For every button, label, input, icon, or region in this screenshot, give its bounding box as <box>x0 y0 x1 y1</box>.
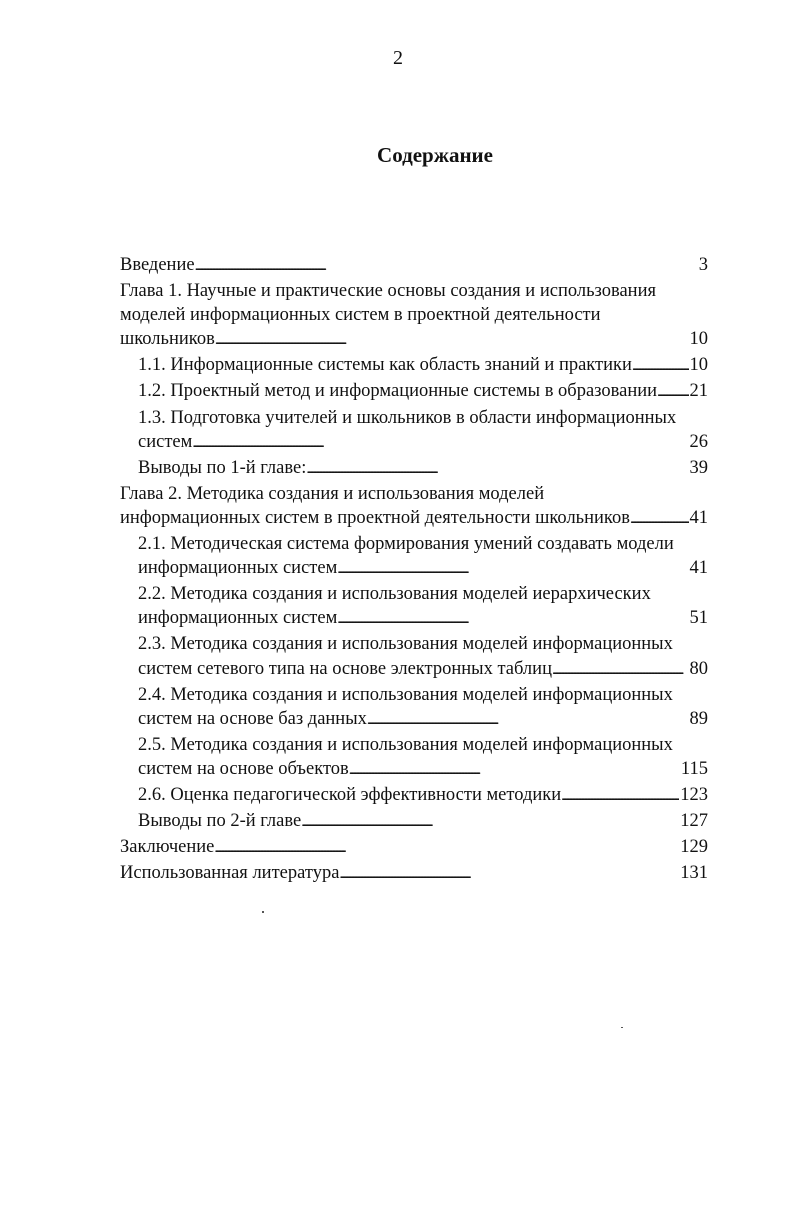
toc-entry-title: Выводы по 1-й главе: <box>138 457 307 478</box>
toc-leader-dots <box>214 835 679 861</box>
toc-entry-section-1-3[interactable] <box>120 406 708 456</box>
toc-leader-dots <box>561 783 679 809</box>
toc-entry-title: 2.4. Методика создания и использования моделей информационных <box>138 684 673 705</box>
toc-entry-conclusions-chapter-2[interactable] <box>120 809 708 835</box>
toc-entry-page: 129 <box>680 837 708 858</box>
scan-speck <box>621 1027 623 1028</box>
toc-leader-dots <box>306 456 688 482</box>
toc-entry-page: 21 <box>689 381 708 402</box>
toc-entry-page: 51 <box>689 608 708 629</box>
toc-entry-page: 89 <box>689 708 708 729</box>
toc-entry-page: 127 <box>680 811 708 832</box>
toc-entry-title: Заключение <box>120 837 215 858</box>
toc-entry-section-2-2[interactable] <box>120 582 708 632</box>
toc-entry-page: 41 <box>689 507 708 528</box>
toc-entry-title: 1.3. Подготовка учителей и школьников в области информационных <box>138 407 677 428</box>
toc-entry-introduction[interactable] <box>120 253 708 279</box>
toc-entry-title: Использованная литература <box>120 863 340 884</box>
toc-entry-title: Выводы по 2-й главе <box>138 811 302 832</box>
toc-entry-section-2-6[interactable] <box>120 783 708 809</box>
toc-leader-dots <box>367 707 689 733</box>
toc-leader-dots <box>630 506 689 532</box>
toc-entry-page: 41 <box>689 558 708 579</box>
toc-entry-page: 10 <box>689 329 708 350</box>
toc-entry-page: 39 <box>689 457 708 478</box>
toc-entry-title: 1.2. Проектный метод и информационные системы в образовании <box>138 381 658 402</box>
page-title: Содержание <box>377 143 493 167</box>
toc-entry-title: систем <box>138 431 193 452</box>
table-of-contents <box>120 253 708 887</box>
toc-entry-title: 2.6. Оценка педагогической эффективности методики <box>138 784 562 805</box>
toc-leader-dots <box>195 253 698 279</box>
toc-entry-page: 131 <box>680 863 708 884</box>
toc-entry-section-2-5[interactable] <box>120 733 708 783</box>
toc-leader-dots <box>339 861 679 887</box>
toc-leader-dots <box>337 556 688 582</box>
toc-leader-dots <box>192 430 688 456</box>
toc-entry-section-1-2[interactable] <box>120 379 708 405</box>
toc-entry-section-2-4[interactable] <box>120 683 708 733</box>
toc-entry-title: 2.1. Методическая система формирования умений создавать модели <box>138 534 674 555</box>
toc-entry-title: систем на основе объектов <box>138 758 349 779</box>
toc-entry-chapter-2[interactable] <box>120 482 708 532</box>
toc-leader-dots <box>349 757 680 783</box>
toc-entry-references[interactable] <box>120 861 708 887</box>
toc-entry-title: Глава 1. Научные и практические основы создания и использования <box>120 281 656 302</box>
toc-entry-title: информационных систем <box>138 558 338 579</box>
toc-entry-title: систем сетевого типа на основе электронных таблиц <box>138 658 552 679</box>
toc-entry-title: информационных систем в проектной деятельности школьников <box>120 507 630 528</box>
toc-leader-dots <box>552 657 689 683</box>
toc-entry-page: 123 <box>680 784 708 805</box>
toc-entry-page: 10 <box>689 355 708 376</box>
toc-leader-dots <box>632 353 689 379</box>
toc-entry-title: моделей информационных систем в проектной деятельности <box>120 305 601 326</box>
toc-entry-title: школьников <box>120 329 215 350</box>
toc-entry-conclusions-chapter-1[interactable] <box>120 456 708 482</box>
toc-entry-section-2-3[interactable] <box>120 632 708 682</box>
toc-entry-title: 2.3. Методика создания и использования моделей информационных <box>138 634 673 655</box>
toc-entry-chapter-1[interactable] <box>120 279 708 353</box>
toc-leader-dots <box>657 379 688 405</box>
toc-entry-conclusion[interactable] <box>120 835 708 861</box>
toc-entry-section-1-1[interactable] <box>120 353 708 379</box>
toc-leader-dots <box>215 327 689 353</box>
scan-speck <box>262 911 264 913</box>
toc-leader-dots <box>337 606 688 632</box>
toc-entry-title: информационных систем <box>138 608 338 629</box>
toc-entry-title: систем на основе баз данных <box>138 708 367 729</box>
toc-entry-title: Введение <box>120 255 195 275</box>
toc-entry-page: 80 <box>689 658 708 679</box>
toc-leader-dots <box>301 809 679 835</box>
toc-entry-page: 115 <box>680 758 708 779</box>
toc-entry-page: 3 <box>698 255 708 275</box>
toc-entry-title: 1.1. Информационные системы как область знаний и практики <box>138 355 632 376</box>
page-number: 2 <box>393 47 403 69</box>
toc-entry-title: Глава 2. Методика создания и использования моделей <box>120 483 545 504</box>
toc-entry-section-2-1[interactable] <box>120 532 708 582</box>
toc-entry-title: 2.2. Методика создания и использования моделей иерархических <box>138 584 651 605</box>
toc-entry-title: 2.5. Методика создания и использования моделей информационных <box>138 734 673 755</box>
toc-entry-page: 26 <box>689 431 708 452</box>
